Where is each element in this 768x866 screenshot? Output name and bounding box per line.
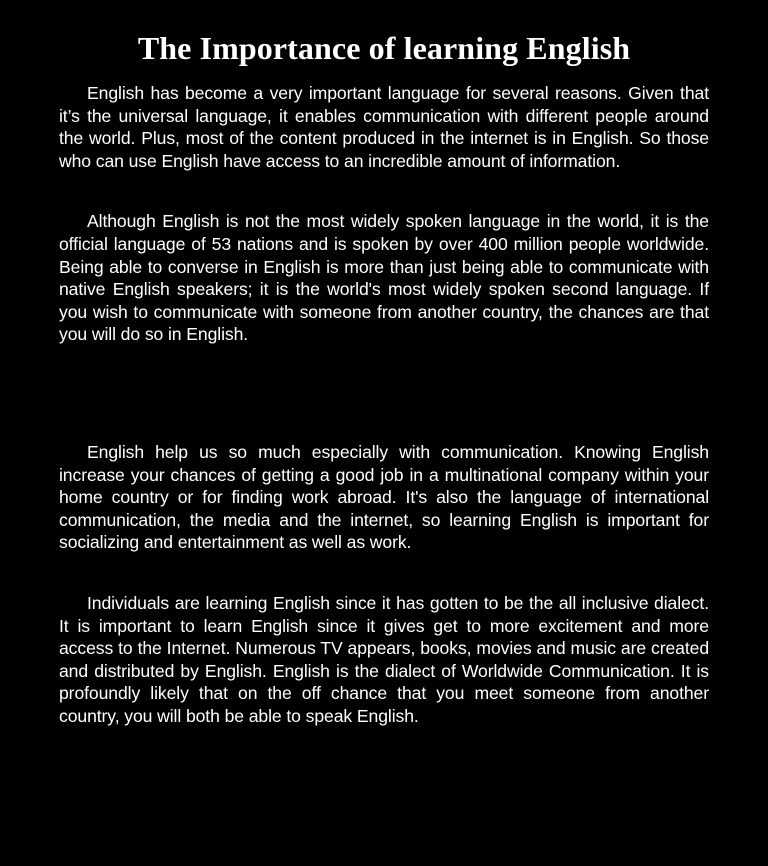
document-title: The Importance of learning English <box>137 30 631 66</box>
paragraph-4: Individuals are learning English since it has gotten to be the all inclusive dialect. It is important to learn English since it gives get to more excitement and more access to the Internet. Numerous TV appears, books, movies and music are created and distributed by English. English is the dialect of Worldwide Communication. It is profoundly likely that on the off chance that you meet someone from another country, you will both be able to speak English. <box>59 592 709 726</box>
paragraph-2: Although English is not the most widely spoken language in the world, it is the official language of 53 nations and is spoken by over 400 million people worldwide. Being able to converse in English is more than just being able to communicate with native English speakers; it is the world's most widely spoken second language. If you wish to communicate with someone from another country, the chances are that you will do so in English. <box>59 211 709 345</box>
paragraph-1: English has become a very important language for several reasons. Given that it’s the universal language, it enables communication with different people around the world. Plus, most of the content produced in the internet is in English. So those who can use English have access to an incredible amount of information. <box>59 83 709 171</box>
paragraph-3: English help us so much especially with communication. Knowing English increase your chances of getting a good job in a multinational company within your home country or for finding work abroad. It's also the language of international communication, the media and the internet, so learning English is important for socializing and entertainment as well as work. <box>59 441 709 553</box>
